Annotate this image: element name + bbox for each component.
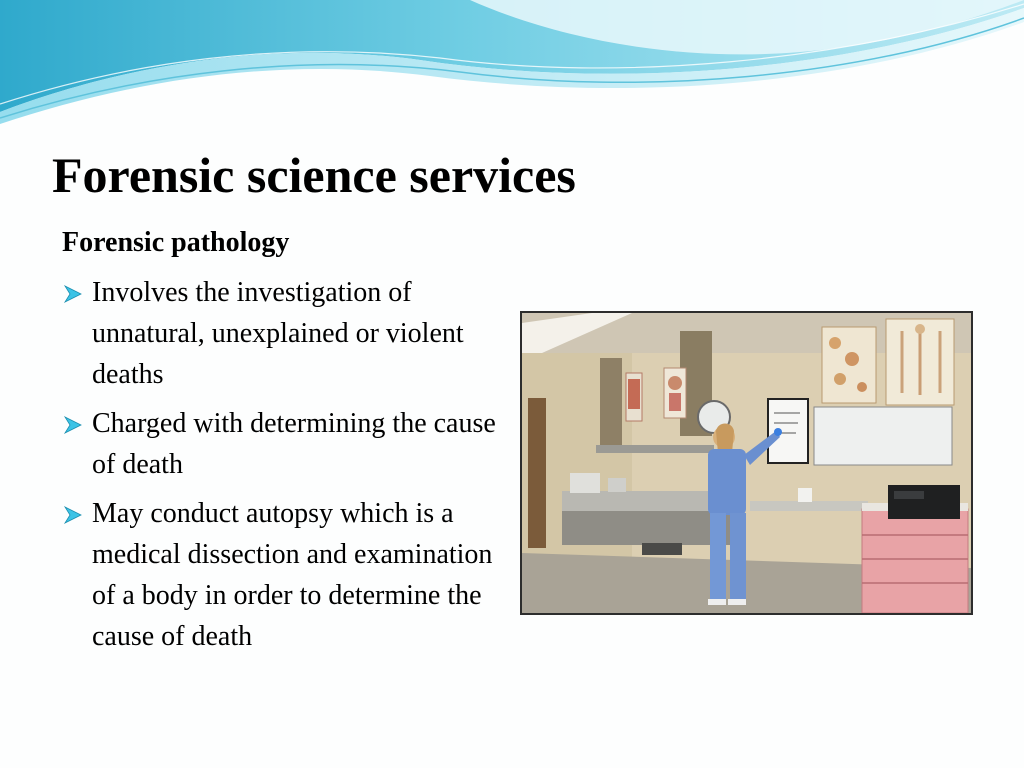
wave-header-decoration [0, 0, 1024, 130]
arrow-bullet-icon [62, 284, 84, 304]
arrow-bullet-icon [62, 505, 84, 525]
bullet-text: May conduct autopsy which is a medical dissection and examination of a body in order to determine the cause of death [92, 498, 493, 652]
arrow-bullet-icon [62, 415, 84, 435]
bullet-text: Charged with determining the cause of death [92, 408, 496, 480]
slide-title: Forensic science services [52, 147, 576, 203]
bullet-text: Involves the investigation of unnatural, unexplained or violent deaths [92, 277, 464, 390]
bullet-list [62, 272, 502, 665]
bullet-item [62, 403, 502, 485]
section-subheading: Forensic pathology [62, 227, 290, 258]
autopsy-room-photo [520, 311, 973, 615]
bullet-item [62, 272, 502, 395]
bullet-item [62, 493, 502, 657]
